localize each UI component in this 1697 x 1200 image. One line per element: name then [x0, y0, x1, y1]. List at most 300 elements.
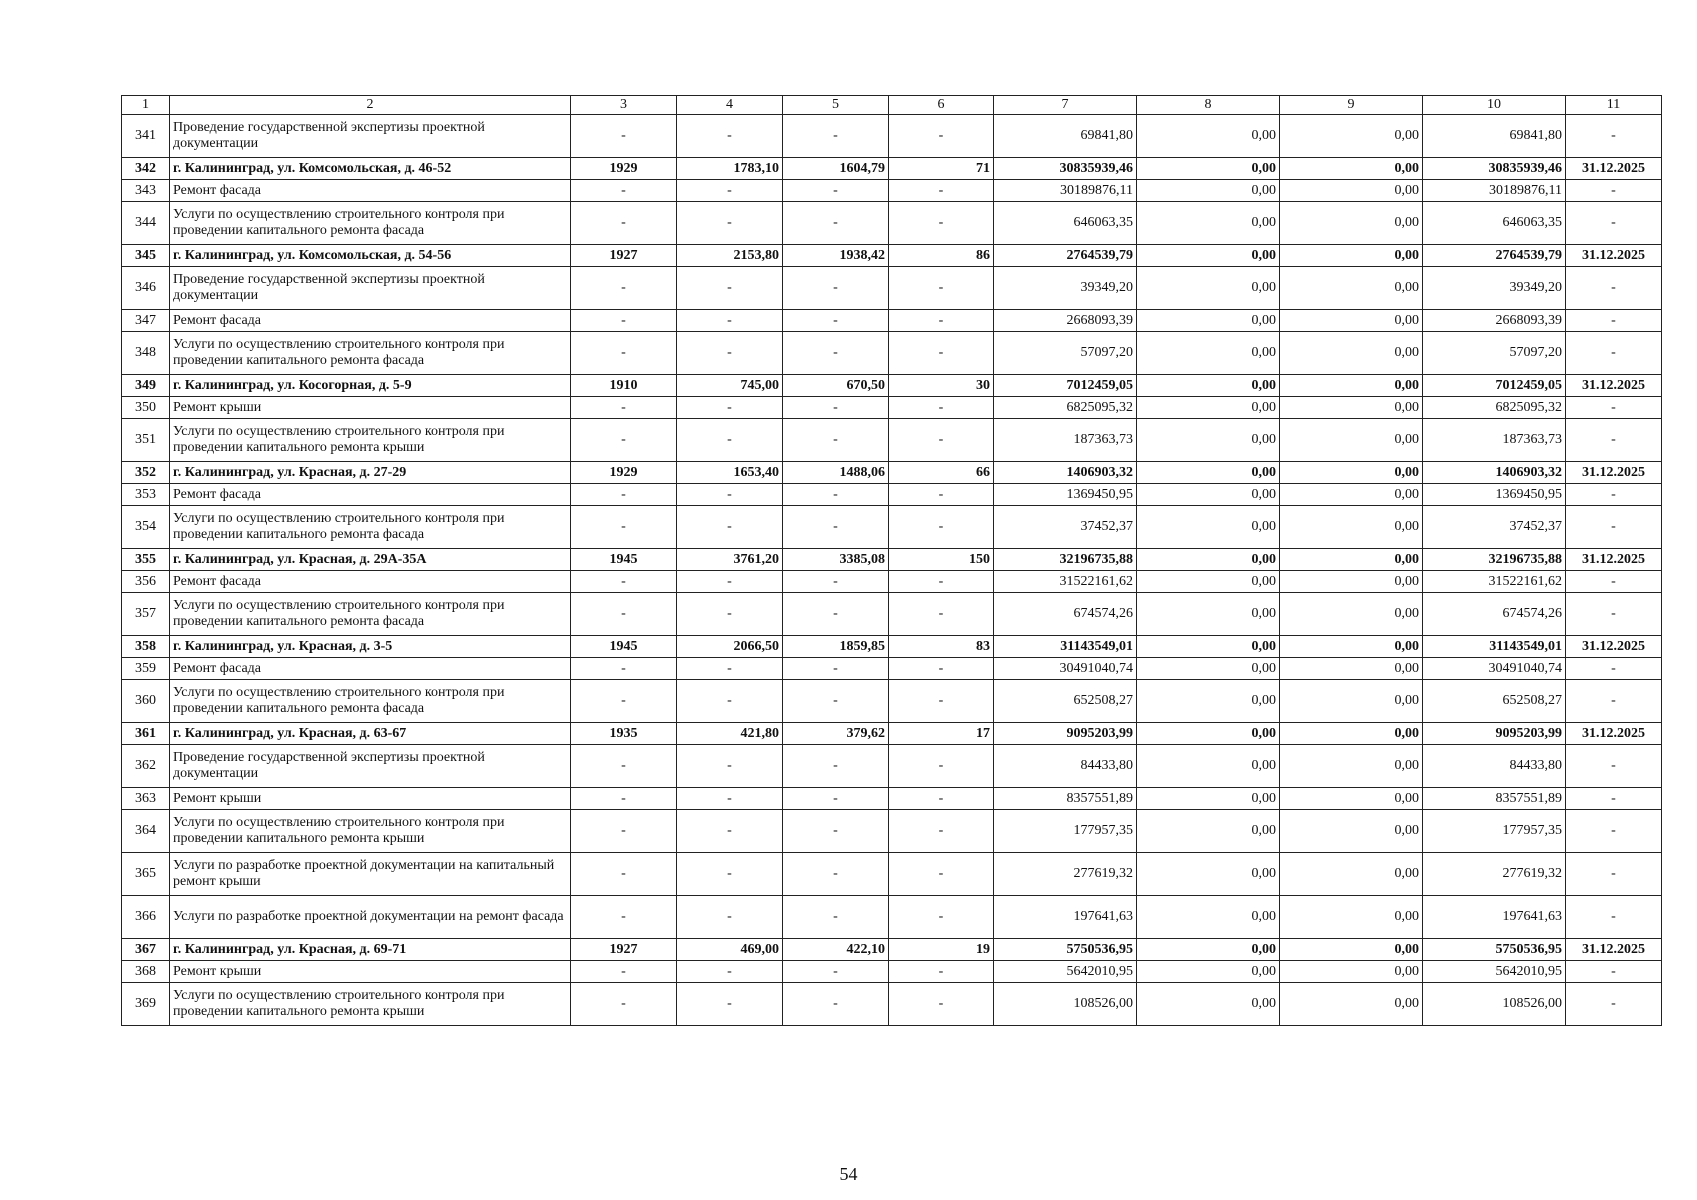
work-item-row — [122, 484, 1662, 506]
table-cell: - — [783, 419, 889, 462]
table-cell: 1406903,32 — [994, 462, 1137, 484]
work-item-row — [122, 680, 1662, 723]
table-cell: 422,10 — [783, 939, 889, 961]
table-cell: 0,00 — [1137, 636, 1280, 658]
row-number-cell: 358 — [122, 636, 170, 658]
table-cell: 0,00 — [1280, 745, 1423, 788]
table-cell: 0,00 — [1137, 267, 1280, 310]
table-cell: 57097,20 — [1423, 332, 1566, 375]
table-cell: 745,00 — [677, 375, 783, 397]
table-cell: - — [677, 658, 783, 680]
table-cell: - — [783, 115, 889, 158]
table-cell: 0,00 — [1280, 202, 1423, 245]
table-cell: 1406903,32 — [1423, 462, 1566, 484]
table-cell: 0,00 — [1137, 680, 1280, 723]
work-item-row — [122, 115, 1662, 158]
table-cell: 2668093,39 — [1423, 310, 1566, 332]
table-cell: - — [1566, 658, 1662, 680]
table-cell: 30491040,74 — [994, 658, 1137, 680]
table-cell: 0,00 — [1137, 202, 1280, 245]
table-cell: - — [571, 745, 677, 788]
table-body — [122, 96, 1662, 1026]
table-cell: 31.12.2025 — [1566, 939, 1662, 961]
table-cell: 0,00 — [1137, 723, 1280, 745]
work-item-row — [122, 593, 1662, 636]
table-cell: - — [1566, 202, 1662, 245]
table-cell: - — [783, 853, 889, 896]
table-cell: 0,00 — [1137, 939, 1280, 961]
description-cell: Ремонт крыши — [170, 788, 571, 810]
table-cell: 0,00 — [1280, 462, 1423, 484]
table-cell: 66 — [889, 462, 994, 484]
table-cell: - — [783, 571, 889, 593]
row-number-cell: 362 — [122, 745, 170, 788]
table-cell: - — [783, 397, 889, 419]
table-cell: - — [1566, 506, 1662, 549]
table-cell: - — [783, 593, 889, 636]
table-cell: - — [571, 961, 677, 983]
table-cell: - — [1566, 310, 1662, 332]
table-cell: - — [1566, 332, 1662, 375]
table-cell: 30189876,11 — [1423, 180, 1566, 202]
table-cell: 1945 — [571, 549, 677, 571]
table-cell: - — [889, 961, 994, 983]
table-cell: - — [889, 310, 994, 332]
table-cell: 0,00 — [1137, 332, 1280, 375]
row-number-cell: 363 — [122, 788, 170, 810]
table-cell: 84433,80 — [994, 745, 1137, 788]
table-cell: 31.12.2025 — [1566, 245, 1662, 267]
table-cell: - — [677, 332, 783, 375]
table-cell: 0,00 — [1280, 593, 1423, 636]
table-cell: 108526,00 — [994, 983, 1137, 1026]
table-cell: - — [571, 332, 677, 375]
table-cell: 1929 — [571, 462, 677, 484]
header-cell: 5 — [783, 96, 889, 115]
work-item-row — [122, 180, 1662, 202]
table-cell: 0,00 — [1137, 788, 1280, 810]
work-item-row — [122, 853, 1662, 896]
table-cell: - — [783, 310, 889, 332]
table-cell: - — [571, 419, 677, 462]
table-cell: - — [571, 810, 677, 853]
table-cell: - — [889, 593, 994, 636]
table-cell: - — [571, 202, 677, 245]
table-cell: 84433,80 — [1423, 745, 1566, 788]
table-cell: 0,00 — [1137, 506, 1280, 549]
table-cell: 277619,32 — [994, 853, 1137, 896]
table-cell: 1859,85 — [783, 636, 889, 658]
table-cell: 0,00 — [1280, 397, 1423, 419]
table-cell: 379,62 — [783, 723, 889, 745]
work-item-row — [122, 810, 1662, 853]
row-number-cell: 367 — [122, 939, 170, 961]
row-number-cell: 353 — [122, 484, 170, 506]
description-cell: Ремонт фасада — [170, 658, 571, 680]
table-cell: 0,00 — [1137, 810, 1280, 853]
table-cell: 5642010,95 — [994, 961, 1137, 983]
table-cell: 8357551,89 — [1423, 788, 1566, 810]
table-cell: 277619,32 — [1423, 853, 1566, 896]
table-cell: 177957,35 — [994, 810, 1137, 853]
header-cell: 10 — [1423, 96, 1566, 115]
work-item-row — [122, 896, 1662, 939]
table-cell: 0,00 — [1137, 745, 1280, 788]
table-cell: - — [889, 202, 994, 245]
table-cell: - — [889, 896, 994, 939]
table-cell: 69841,80 — [1423, 115, 1566, 158]
table-cell: 5750536,95 — [1423, 939, 1566, 961]
table-cell: 197641,63 — [1423, 896, 1566, 939]
table-cell: - — [1566, 397, 1662, 419]
table-cell: 150 — [889, 549, 994, 571]
table-cell: 1910 — [571, 375, 677, 397]
table-cell: 39349,20 — [1423, 267, 1566, 310]
table-cell: - — [889, 788, 994, 810]
table-cell: - — [571, 571, 677, 593]
table-cell: 2066,50 — [677, 636, 783, 658]
table-cell: 421,80 — [677, 723, 783, 745]
description-cell: Ремонт фасада — [170, 180, 571, 202]
description-cell: Услуги по разработке проектной документации на ремонт фасада — [170, 896, 571, 939]
description-cell: Услуги по разработке проектной документации на капитальный ремонт крыши — [170, 853, 571, 896]
table-cell: 0,00 — [1137, 484, 1280, 506]
row-number-cell: 351 — [122, 419, 170, 462]
table-cell: - — [677, 961, 783, 983]
table-cell: - — [1566, 853, 1662, 896]
table-cell: 646063,35 — [1423, 202, 1566, 245]
table-cell: 0,00 — [1137, 375, 1280, 397]
table-cell: 7012459,05 — [1423, 375, 1566, 397]
work-item-row — [122, 961, 1662, 983]
table-cell: 37452,37 — [994, 506, 1137, 549]
table-cell: - — [677, 983, 783, 1026]
table-cell: 9095203,99 — [994, 723, 1137, 745]
header-cell: 11 — [1566, 96, 1662, 115]
description-cell: Ремонт крыши — [170, 961, 571, 983]
table-cell: 30189876,11 — [994, 180, 1137, 202]
table-cell: - — [571, 680, 677, 723]
table-cell: 0,00 — [1137, 419, 1280, 462]
header-cell: 6 — [889, 96, 994, 115]
table-cell: - — [783, 896, 889, 939]
table-cell: 0,00 — [1280, 375, 1423, 397]
table-cell: 57097,20 — [994, 332, 1137, 375]
table-cell: - — [571, 983, 677, 1026]
address-row — [122, 549, 1662, 571]
table-cell: - — [1566, 896, 1662, 939]
table-cell: 31143549,01 — [1423, 636, 1566, 658]
table-cell: - — [1566, 267, 1662, 310]
table-cell: 31.12.2025 — [1566, 723, 1662, 745]
table-cell: 71 — [889, 158, 994, 180]
table-cell: - — [677, 310, 783, 332]
table-cell: 187363,73 — [994, 419, 1137, 462]
table-cell: 31143549,01 — [994, 636, 1137, 658]
work-item-row — [122, 419, 1662, 462]
table-cell: 0,00 — [1280, 896, 1423, 939]
table-cell: - — [677, 745, 783, 788]
header-cell: 1 — [122, 96, 170, 115]
row-number-cell: 348 — [122, 332, 170, 375]
table-cell: 7012459,05 — [994, 375, 1137, 397]
address-row — [122, 462, 1662, 484]
row-number-cell: 355 — [122, 549, 170, 571]
description-cell: Услуги по осуществлению строительного контроля при проведении капитального ремонта фасада — [170, 506, 571, 549]
table-cell: 0,00 — [1280, 788, 1423, 810]
address-row — [122, 245, 1662, 267]
table-cell: - — [677, 506, 783, 549]
table-cell: - — [677, 571, 783, 593]
table-cell: - — [571, 267, 677, 310]
work-item-row — [122, 571, 1662, 593]
table-cell: 0,00 — [1137, 462, 1280, 484]
table-cell: - — [677, 267, 783, 310]
header-cell: 3 — [571, 96, 677, 115]
row-number-cell: 368 — [122, 961, 170, 983]
header-cell: 8 — [1137, 96, 1280, 115]
table-cell: - — [571, 506, 677, 549]
table-cell: - — [571, 397, 677, 419]
table-cell: - — [571, 484, 677, 506]
table-cell: - — [571, 180, 677, 202]
table-cell: - — [1566, 571, 1662, 593]
table-cell: 177957,35 — [1423, 810, 1566, 853]
table-cell: 187363,73 — [1423, 419, 1566, 462]
table-cell: - — [783, 267, 889, 310]
table-cell: - — [889, 680, 994, 723]
table-cell: - — [571, 310, 677, 332]
table-cell: - — [677, 397, 783, 419]
table-cell: - — [571, 115, 677, 158]
address-row — [122, 375, 1662, 397]
table-cell: 670,50 — [783, 375, 889, 397]
table-cell: 17 — [889, 723, 994, 745]
row-number-cell: 349 — [122, 375, 170, 397]
header-cell: 9 — [1280, 96, 1423, 115]
table-cell: 0,00 — [1280, 571, 1423, 593]
table-cell: - — [677, 202, 783, 245]
table-cell: 2153,80 — [677, 245, 783, 267]
row-number-cell: 345 — [122, 245, 170, 267]
description-cell: Услуги по осуществлению строительного контроля при проведении капитального ремонта крыши — [170, 810, 571, 853]
row-number-cell: 361 — [122, 723, 170, 745]
table-cell: 5642010,95 — [1423, 961, 1566, 983]
table-cell: 0,00 — [1280, 332, 1423, 375]
description-cell: Услуги по осуществлению строительного контроля при проведении капитального ремонта крыши — [170, 419, 571, 462]
table-cell: 32196735,88 — [994, 549, 1137, 571]
table-cell: - — [1566, 810, 1662, 853]
description-cell: Проведение государственной экспертизы проектной документации — [170, 745, 571, 788]
work-item-row — [122, 983, 1662, 1026]
table-cell: 1938,42 — [783, 245, 889, 267]
table-cell: 9095203,99 — [1423, 723, 1566, 745]
table-cell: 5750536,95 — [994, 939, 1137, 961]
row-number-cell: 364 — [122, 810, 170, 853]
work-item-row — [122, 310, 1662, 332]
table-cell: - — [1566, 419, 1662, 462]
table-cell: 0,00 — [1280, 506, 1423, 549]
row-number-cell: 346 — [122, 267, 170, 310]
description-cell: г. Калининград, ул. Комсомольская, д. 46-52 — [170, 158, 571, 180]
row-number-cell: 343 — [122, 180, 170, 202]
address-row — [122, 939, 1662, 961]
table-cell: - — [783, 983, 889, 1026]
table-cell: - — [783, 202, 889, 245]
table-cell: 0,00 — [1137, 961, 1280, 983]
table-cell: - — [783, 788, 889, 810]
table-cell: 0,00 — [1137, 158, 1280, 180]
table-cell: 0,00 — [1280, 680, 1423, 723]
table-cell: - — [677, 680, 783, 723]
description-cell: г. Калининград, ул. Красная, д. 29А-35А — [170, 549, 571, 571]
table-cell: 0,00 — [1137, 983, 1280, 1026]
table-cell: 197641,63 — [994, 896, 1137, 939]
table-cell: - — [1566, 983, 1662, 1026]
table-cell: 32196735,88 — [1423, 549, 1566, 571]
table-cell: 83 — [889, 636, 994, 658]
row-number-cell: 342 — [122, 158, 170, 180]
table-cell: 0,00 — [1137, 245, 1280, 267]
header-cell: 4 — [677, 96, 783, 115]
table-cell: 674574,26 — [994, 593, 1137, 636]
table-cell: 1604,79 — [783, 158, 889, 180]
header-cell: 7 — [994, 96, 1137, 115]
description-cell: Проведение государственной экспертизы проектной документации — [170, 115, 571, 158]
table-cell: - — [1566, 788, 1662, 810]
table-cell: 3761,20 — [677, 549, 783, 571]
table-cell: - — [889, 397, 994, 419]
table-cell: 37452,37 — [1423, 506, 1566, 549]
table-cell: - — [783, 745, 889, 788]
table-cell: 0,00 — [1280, 939, 1423, 961]
description-cell: Ремонт крыши — [170, 397, 571, 419]
table-cell: - — [889, 571, 994, 593]
row-number-cell: 357 — [122, 593, 170, 636]
description-cell: Проведение государственной экспертизы проектной документации — [170, 267, 571, 310]
work-item-row — [122, 788, 1662, 810]
row-number-cell: 350 — [122, 397, 170, 419]
table-cell: 0,00 — [1137, 853, 1280, 896]
table-cell: - — [783, 484, 889, 506]
table-cell: 0,00 — [1137, 397, 1280, 419]
table-cell: 1783,10 — [677, 158, 783, 180]
table-cell: 1653,40 — [677, 462, 783, 484]
table-cell: 1927 — [571, 939, 677, 961]
table-cell: - — [889, 180, 994, 202]
table-cell: - — [783, 658, 889, 680]
table-cell: - — [1566, 115, 1662, 158]
table-cell: - — [889, 332, 994, 375]
row-number-cell: 365 — [122, 853, 170, 896]
table-cell: 1488,06 — [783, 462, 889, 484]
table-cell: 0,00 — [1280, 983, 1423, 1026]
row-number-cell: 366 — [122, 896, 170, 939]
work-item-row — [122, 202, 1662, 245]
table-cell: 6825095,32 — [994, 397, 1137, 419]
table-cell: - — [889, 853, 994, 896]
table-cell: 39349,20 — [994, 267, 1137, 310]
table-cell: 31.12.2025 — [1566, 375, 1662, 397]
table-cell: - — [889, 810, 994, 853]
table-cell: 0,00 — [1280, 484, 1423, 506]
description-cell: Услуги по осуществлению строительного контроля при проведении капитального ремонта фасада — [170, 202, 571, 245]
table-cell: 0,00 — [1137, 571, 1280, 593]
row-number-cell: 356 — [122, 571, 170, 593]
table-cell: - — [889, 419, 994, 462]
table-cell: 2764539,79 — [1423, 245, 1566, 267]
description-cell: Услуги по осуществлению строительного контроля при проведении капитального ремонта фасада — [170, 332, 571, 375]
table-cell: 0,00 — [1137, 180, 1280, 202]
row-number-cell: 360 — [122, 680, 170, 723]
address-row — [122, 636, 1662, 658]
table-cell: - — [677, 419, 783, 462]
table-cell: 0,00 — [1280, 267, 1423, 310]
description-cell: г. Калининград, ул. Комсомольская, д. 54-56 — [170, 245, 571, 267]
page-number: 54 — [839, 1164, 858, 1184]
table-cell: - — [1566, 961, 1662, 983]
table-cell: - — [1566, 680, 1662, 723]
table-cell: 652508,27 — [1423, 680, 1566, 723]
table-cell: 86 — [889, 245, 994, 267]
table-cell: 0,00 — [1137, 115, 1280, 158]
table-cell: - — [677, 896, 783, 939]
table-cell: 0,00 — [1280, 549, 1423, 571]
table-cell: 31.12.2025 — [1566, 462, 1662, 484]
table-cell: 69841,80 — [994, 115, 1137, 158]
table-cell: 646063,35 — [994, 202, 1137, 245]
table-cell: - — [889, 983, 994, 1026]
table-cell: 0,00 — [1280, 636, 1423, 658]
table-cell: - — [571, 658, 677, 680]
description-cell: г. Калининград, ул. Красная, д. 3-5 — [170, 636, 571, 658]
table-cell: 30835939,46 — [994, 158, 1137, 180]
description-cell: г. Калининград, ул. Красная, д. 27-29 — [170, 462, 571, 484]
table-cell: 0,00 — [1280, 310, 1423, 332]
row-number-cell: 352 — [122, 462, 170, 484]
table-cell: 31.12.2025 — [1566, 158, 1662, 180]
table-cell: 0,00 — [1280, 658, 1423, 680]
table-cell: 0,00 — [1280, 245, 1423, 267]
table-cell: 0,00 — [1280, 853, 1423, 896]
table-cell: - — [677, 115, 783, 158]
table-cell: 0,00 — [1137, 896, 1280, 939]
table-cell: 0,00 — [1137, 549, 1280, 571]
description-cell: г. Калининград, ул. Красная, д. 69-71 — [170, 939, 571, 961]
table-cell: 30835939,46 — [1423, 158, 1566, 180]
work-item-row — [122, 332, 1662, 375]
table-cell: 30 — [889, 375, 994, 397]
table-cell: 3385,08 — [783, 549, 889, 571]
description-cell: Ремонт фасада — [170, 310, 571, 332]
work-item-row — [122, 658, 1662, 680]
table-cell: - — [889, 658, 994, 680]
row-number-cell: 344 — [122, 202, 170, 245]
table-cell: 1929 — [571, 158, 677, 180]
row-number-cell: 354 — [122, 506, 170, 549]
table-cell: - — [783, 961, 889, 983]
table-cell: - — [571, 593, 677, 636]
table-cell: - — [1566, 484, 1662, 506]
table-cell: - — [677, 788, 783, 810]
work-item-row — [122, 397, 1662, 419]
table-cell: 31.12.2025 — [1566, 636, 1662, 658]
table-cell: - — [889, 115, 994, 158]
table-cell: - — [677, 593, 783, 636]
table-cell: 1369450,95 — [994, 484, 1137, 506]
description-cell: Услуги по осуществлению строительного контроля при проведении капитального ремонта фасада — [170, 680, 571, 723]
table-cell: 0,00 — [1280, 115, 1423, 158]
